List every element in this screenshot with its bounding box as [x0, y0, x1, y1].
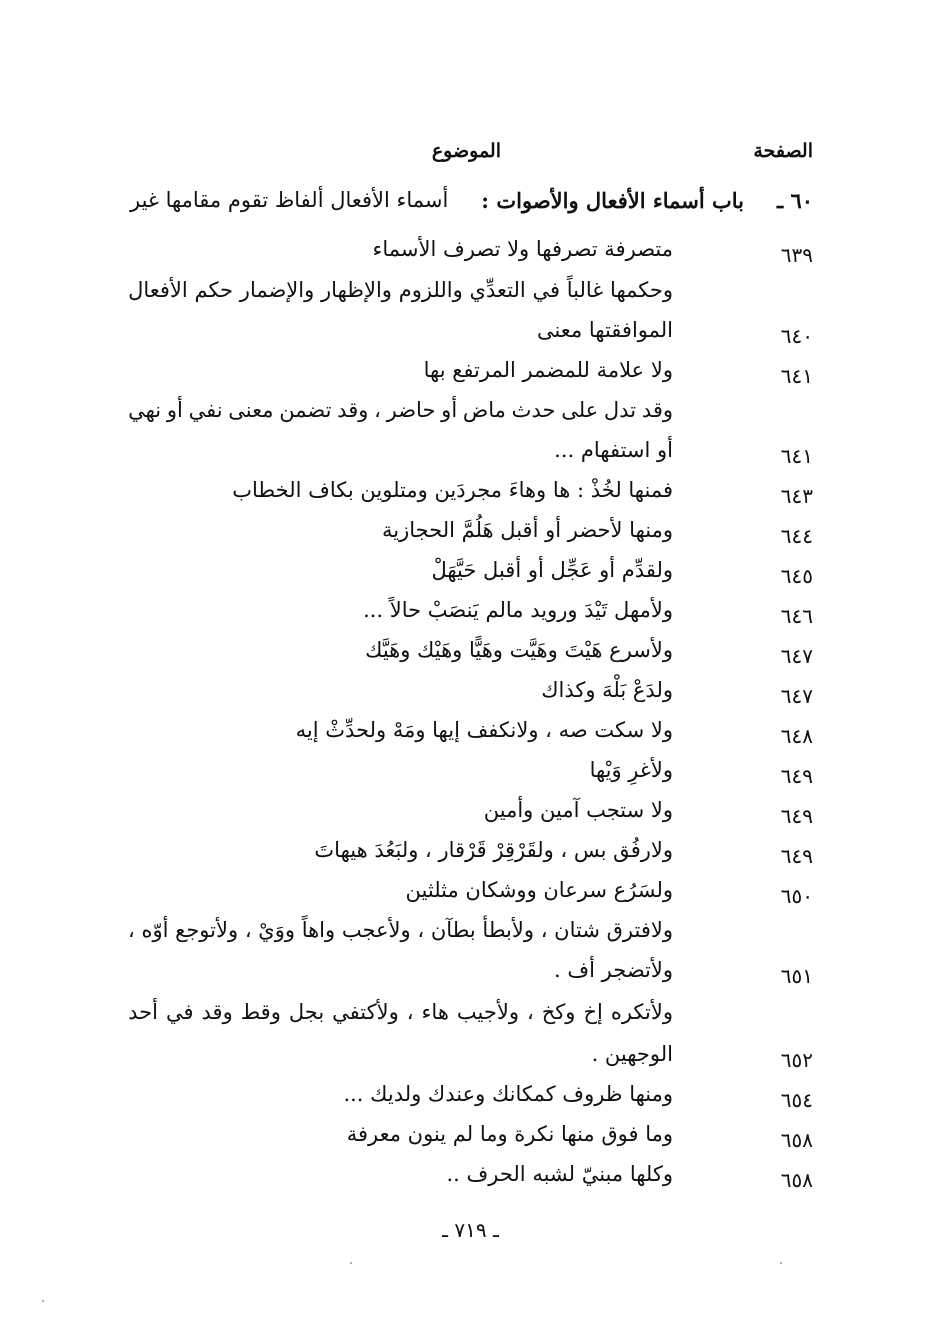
index-row — [0, 594, 941, 634]
topic-text: ومنها لأحضر أو أقبل هَلُمَّ الحجازية — [381, 518, 673, 542]
word: غالباً — [566, 278, 604, 302]
page-reference: ٦٥٤ — [780, 1088, 813, 1112]
word: ووَيْ — [258, 918, 296, 942]
word: أحد — [128, 1000, 158, 1024]
index-row — [0, 394, 941, 434]
word: بجل — [288, 1000, 325, 1024]
page-reference: ٦٥٨ — [780, 1128, 813, 1152]
page-reference: ٦٥٠ — [780, 884, 813, 908]
topic-text: متصرفة تصرفها ولا تصرف الأسماء — [372, 237, 673, 261]
index-row — [0, 714, 941, 754]
word: نهي — [128, 398, 162, 422]
word: ، — [128, 918, 135, 942]
word: ولأجيب — [456, 1000, 519, 1024]
word: وحكمها — [610, 278, 673, 302]
word: حدث — [511, 398, 556, 422]
word: ، — [406, 1000, 414, 1024]
page-reference: ٦٤٤ — [780, 524, 813, 548]
word: ، — [374, 398, 381, 422]
word: وقط — [240, 1000, 281, 1024]
topic-text: ومنها ظروف كمكانك وعندك ولديك ... — [343, 1082, 673, 1106]
word: تدل — [603, 398, 637, 422]
word: ، — [417, 918, 425, 942]
word: تضمن — [279, 398, 332, 422]
index-row — [0, 634, 941, 674]
index-row — [0, 954, 941, 994]
word: شتان — [554, 918, 600, 942]
word: ولافترق — [606, 918, 673, 942]
page-reference: ٦٤٥ — [780, 564, 813, 588]
word: ، — [244, 918, 252, 942]
index-row — [0, 996, 941, 1036]
word: والإضمار — [239, 278, 315, 302]
topic-text: ولارفُق بس ، ولقَرْقِرْ قَرْقار ، ولبَعُدَ هيهاتَ — [314, 838, 673, 862]
topic-text: الموافقتها معنى — [536, 318, 673, 342]
section-intro: أسماء الأفعال ألفاظ تقوم مقامها غير — [130, 188, 449, 212]
topic-text: ولأمهل تَيْدَ ورويد مالم يَنصَبْ حالاً ... — [363, 598, 673, 622]
topic-text — [128, 918, 673, 942]
word: أو — [441, 398, 458, 422]
topic-text: ولا علامة للمضمر المرتفع بها — [423, 358, 673, 382]
scan-speck — [42, 1300, 44, 1302]
word: وقد — [201, 1000, 233, 1024]
word: ولأكتفي — [332, 1000, 399, 1024]
page-reference: ٦٤٩ — [780, 844, 813, 868]
topic-text: ولأغرِ وَيْها — [589, 758, 673, 782]
word: ماض — [462, 398, 506, 422]
page-reference: ٦٤٩ — [780, 804, 813, 828]
topic-column-header: الموضوع — [431, 140, 501, 162]
word: التعدِّي — [469, 278, 526, 302]
index-row — [0, 674, 941, 714]
index-row — [0, 354, 941, 394]
word: حاضر — [386, 398, 436, 422]
topic-text: أو استفهام ... — [554, 438, 673, 462]
page-column-header: الصفحة — [753, 140, 813, 162]
index-row — [0, 754, 941, 794]
topic-text: ولأسرع هَيْتَ وهَيَّت وهَيًّا وهَيْك وهَيَّك — [365, 638, 673, 662]
word: معنى — [228, 398, 274, 422]
index-row — [0, 1038, 941, 1078]
index-row — [0, 1118, 941, 1158]
word: حكم — [194, 278, 234, 302]
word: ولأتكره — [610, 1000, 673, 1024]
topic-text: ولسَرُع سرعان ووشكان مثلثين — [405, 878, 673, 902]
index-row — [0, 434, 941, 474]
word: هاء — [421, 1000, 449, 1024]
word: إخ — [583, 1000, 603, 1024]
page-reference: ٦٤٧ — [780, 684, 813, 708]
topic-text — [128, 398, 673, 422]
word: في — [532, 278, 560, 302]
page-reference: ٦٤٨ — [780, 724, 813, 748]
index-row — [0, 1078, 941, 1118]
word: أوّه — [141, 918, 169, 942]
word: والإظهار — [321, 278, 392, 302]
word: بطآن — [430, 918, 476, 942]
section-number: ٦٠ ـ — [776, 188, 813, 213]
topic-text — [128, 1000, 673, 1024]
word: نفي — [188, 398, 223, 422]
index-row — [0, 514, 941, 554]
index-row — [0, 233, 941, 273]
page-reference: ٦٥١ — [780, 964, 813, 988]
topic-text: ولقدِّم أو عَجِّل أو أقبل حَيَّهَلْ — [431, 558, 673, 582]
section-title-line — [130, 188, 813, 213]
topic-text — [128, 278, 673, 302]
index-row — [0, 914, 941, 954]
page-reference: ٦٤٣ — [780, 484, 813, 508]
topic-text: فمنها لخُذْ : ها وهاءَ مجردَين ومتلوين بكاف الخطاب — [232, 478, 673, 502]
topic-text: الوجهين . — [591, 1042, 673, 1066]
topic-text: ولدَعْ بَلْهَ وكذاك — [541, 678, 673, 702]
word: واللزوم — [398, 278, 463, 302]
word: وقد — [641, 398, 673, 422]
index-row — [0, 274, 941, 314]
word: ولأتوجع — [175, 918, 239, 942]
word: وقد — [337, 398, 369, 422]
page-reference: ٦٥٢ — [780, 1048, 813, 1072]
index-row — [0, 834, 941, 874]
word: واهاً — [301, 918, 336, 942]
word: ولأبطأ — [482, 918, 535, 942]
page-reference: ٦٤٧ — [780, 644, 813, 668]
scan-speck — [780, 1262, 782, 1264]
topic-text: وكلها مبنيّ لشبه الحرف .. — [446, 1162, 673, 1186]
word: ، — [526, 1000, 534, 1024]
page-number: ـ ٧١٩ ـ — [442, 1218, 499, 1242]
word: ولأعجب — [341, 918, 411, 942]
index-row — [0, 794, 941, 834]
index-row — [0, 474, 941, 514]
page-reference: ٦٤٠ — [780, 324, 813, 348]
index-row — [0, 1158, 941, 1198]
word: الأفعال — [128, 278, 188, 302]
page-reference: ٦٥٨ — [780, 1168, 813, 1192]
page-reference: ٦٣٩ — [780, 243, 813, 267]
topic-text: وما فوق منها نكرة وما لم ينون معرفة — [346, 1122, 673, 1146]
index-row — [0, 554, 941, 594]
section-title: باب أسماء الأفعال والأصوات : — [481, 188, 745, 213]
topic-text: ولا سكت صه ، ولانكفف إيها ومَهْ ولحدِّثْ إيه — [295, 718, 673, 742]
word: ، — [540, 918, 548, 942]
page-reference: ٦٤٩ — [780, 764, 813, 788]
page-reference: ٦٤٦ — [780, 604, 813, 628]
word: أو — [166, 398, 183, 422]
page-reference: ٦٤١ — [780, 364, 813, 388]
word: في — [165, 1000, 194, 1024]
word: على — [561, 398, 599, 422]
word: وكخ — [541, 1000, 576, 1024]
scan-speck — [350, 1262, 352, 1264]
page-reference: ٦٤١ — [780, 444, 813, 468]
topic-text: ولا ستجب آمين وأمين — [483, 798, 673, 822]
index-row — [0, 314, 941, 354]
index-row — [0, 874, 941, 914]
topic-text: ولأتضجر أف . — [554, 958, 673, 982]
